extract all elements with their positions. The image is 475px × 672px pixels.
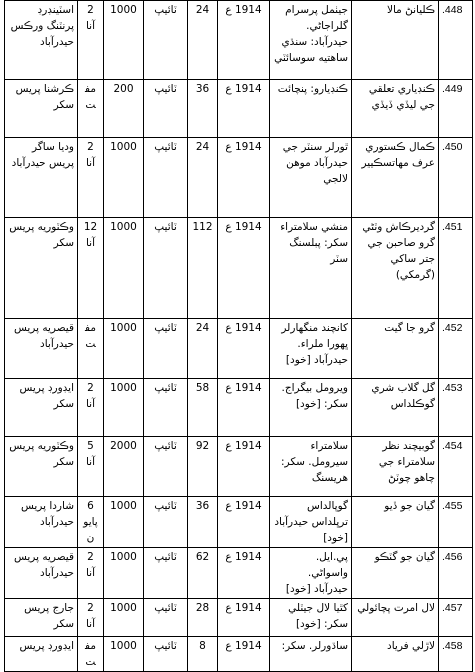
author-publisher-cell: ڪنڊيارو: پنچائت [270,80,352,138]
copies-cell: 1000 [104,548,144,599]
pages-cell: 92 [188,437,218,497]
price-cell: 2 آنا [78,138,104,218]
pages-cell: 58 [188,379,218,437]
author-publisher-cell: جيٺمل پرسرام گلراجاڻي. حيدرآباد: سنڌي ساهتيه سوسائٽي [270,1,352,80]
print-type-cell: ٽائيپ [144,497,188,548]
copies-cell: 1000 [104,218,144,319]
press-cell: ڪرشنا پريس سکر [5,80,78,138]
table-row [5,548,473,599]
copies-cell: 1000 [104,379,144,437]
price-cell: 2 آنا [78,379,104,437]
print-type-cell: ٽائيپ [144,548,188,599]
press-cell: ايڊورڊ پريس [5,637,78,672]
copies-cell: 1000 [104,319,144,379]
year-cell: 1914 ع [218,319,270,379]
table-row [5,80,473,138]
entry-number-cell: .451 [439,218,473,319]
book-title-cell: گرو جا گيت [352,319,439,379]
table-row [5,138,473,218]
book-title-cell: گيان جو گٽڪو [352,548,439,599]
author-publisher-cell: کٿيا لال جيٽلي سکر: [خود] [270,599,352,637]
press-cell: وڪٽوريه پريس سکر [5,437,78,497]
author-publisher-cell: گوپالداس ترڀلداس حيدرآباد [خود] [270,497,352,548]
entry-number-cell: .458 [439,637,473,672]
copies-cell: 1000 [104,637,144,672]
year-cell: 1914 ع [218,138,270,218]
price-cell: مفت [78,80,104,138]
book-title-cell: لال امرت پچائولي [352,599,439,637]
table-row [5,497,473,548]
press-cell: وديا ساگر پريس حيدرآباد [5,138,78,218]
author-publisher-cell: سلامتراء سيرومل. سکر: هريسنگ [270,437,352,497]
press-cell: اسٽينڊرڊ پرنٽنگ ورڪس حيدرآباد [5,1,78,80]
print-type-cell: ٽائيپ [144,1,188,80]
copies-cell: 1000 [104,1,144,80]
price-cell: مفت [78,319,104,379]
pages-cell: 112 [188,218,218,319]
book-title-cell: لاڙلي فرياد [352,637,439,672]
press-cell: شاردا پريس حيدرآباد [5,497,78,548]
book-title-cell: ڪمال ڪستوري عرف مهاتسڪيير [352,138,439,218]
year-cell: 1914 ع [218,218,270,319]
price-cell: 5 آنا [78,437,104,497]
pages-cell: 28 [188,599,218,637]
author-publisher-cell: ويرومل بيگراج. سکر: [خود] [270,379,352,437]
entry-number-cell: .450 [439,138,473,218]
book-title-cell: گيان جو ڏيو [352,497,439,548]
catalog-table [4,0,473,672]
price-cell: 2 آنا [78,599,104,637]
author-publisher-cell: ساڌورلر. سکر: [270,637,352,672]
year-cell: 1914 ع [218,637,270,672]
book-title-cell: ڪنڊياري تعلقي جي ليڏي ڏيڏي [352,80,439,138]
pages-cell: 36 [188,497,218,548]
entry-number-cell: .449 [439,80,473,138]
print-type-cell: ٽائيپ [144,637,188,672]
copies-cell: 1000 [104,599,144,637]
year-cell: 1914 ع [218,497,270,548]
table-row [5,437,473,497]
book-title-cell: گرديرڪاش وٽڻي گرو صاحبن جي جتر ساکي (گرمکي) [352,218,439,319]
year-cell: 1914 ع [218,379,270,437]
entry-number-cell: .454 [439,437,473,497]
table-row [5,379,473,437]
print-type-cell: ٽائيپ [144,437,188,497]
year-cell: 1914 ع [218,437,270,497]
pages-cell: 36 [188,80,218,138]
print-type-cell: ٽائيپ [144,379,188,437]
press-cell: قيصريه پريس حيدرآباد [5,319,78,379]
pages-cell: 24 [188,138,218,218]
price-cell: مفت [78,637,104,672]
pages-cell: 24 [188,319,218,379]
entry-number-cell: .448 [439,1,473,80]
pages-cell: 8 [188,637,218,672]
author-publisher-cell: کانچند منگهارلر ڀهورا ملراء. حيدرآباد [خود] [270,319,352,379]
pages-cell: 24 [188,1,218,80]
entry-number-cell: .456 [439,548,473,599]
copies-cell: 1000 [104,138,144,218]
table-row [5,637,473,672]
print-type-cell: ٽائيپ [144,138,188,218]
author-publisher-cell: ٿورلر سنٽر جي حيدرآباد موهن لالجي [270,138,352,218]
book-title-cell: گوبيچند نظر سلامتراء جي چاهو چوٽڻ [352,437,439,497]
book-title-cell: گل گلاب شري گوڪلداس [352,379,439,437]
year-cell: 1914 ع [218,1,270,80]
press-cell: قيصريه پريس حيدرآباد [5,548,78,599]
copies-cell: 200 [104,80,144,138]
entry-number-cell: .453 [439,379,473,437]
table-row [5,1,473,80]
year-cell: 1914 ع [218,599,270,637]
entry-number-cell: .457 [439,599,473,637]
table-row [5,319,473,379]
press-cell: جارج پريس سکر [5,599,78,637]
copies-cell: 2000 [104,437,144,497]
pages-cell: 62 [188,548,218,599]
year-cell: 1914 ع [218,548,270,599]
entry-number-cell: .452 [439,319,473,379]
catalog-rows [5,1,473,672]
price-cell: 2 آنا [78,548,104,599]
year-cell: 1914 ع [218,80,270,138]
table-row [5,218,473,319]
price-cell: 6 پايون [78,497,104,548]
print-type-cell: ٽائيپ [144,599,188,637]
book-title-cell: ڪليانڻ مالا [352,1,439,80]
print-type-cell: ٽائيپ [144,319,188,379]
print-type-cell: ٽائيپ [144,80,188,138]
entry-number-cell: .455 [439,497,473,548]
author-publisher-cell: پي.ايل. واسواڻي. حيدرآباد [خود] [270,548,352,599]
press-cell: ايڊورڊ پريس سکر [5,379,78,437]
copies-cell: 1000 [104,497,144,548]
price-cell: 2 آنا [78,1,104,80]
author-publisher-cell: منشي سلامتراء سکر: پبلسنگ سٽر [270,218,352,319]
table-row [5,599,473,637]
print-type-cell: ٽائيپ [144,218,188,319]
press-cell: وڪٽوريه پريس سکر [5,218,78,319]
price-cell: 12 آنا [78,218,104,319]
